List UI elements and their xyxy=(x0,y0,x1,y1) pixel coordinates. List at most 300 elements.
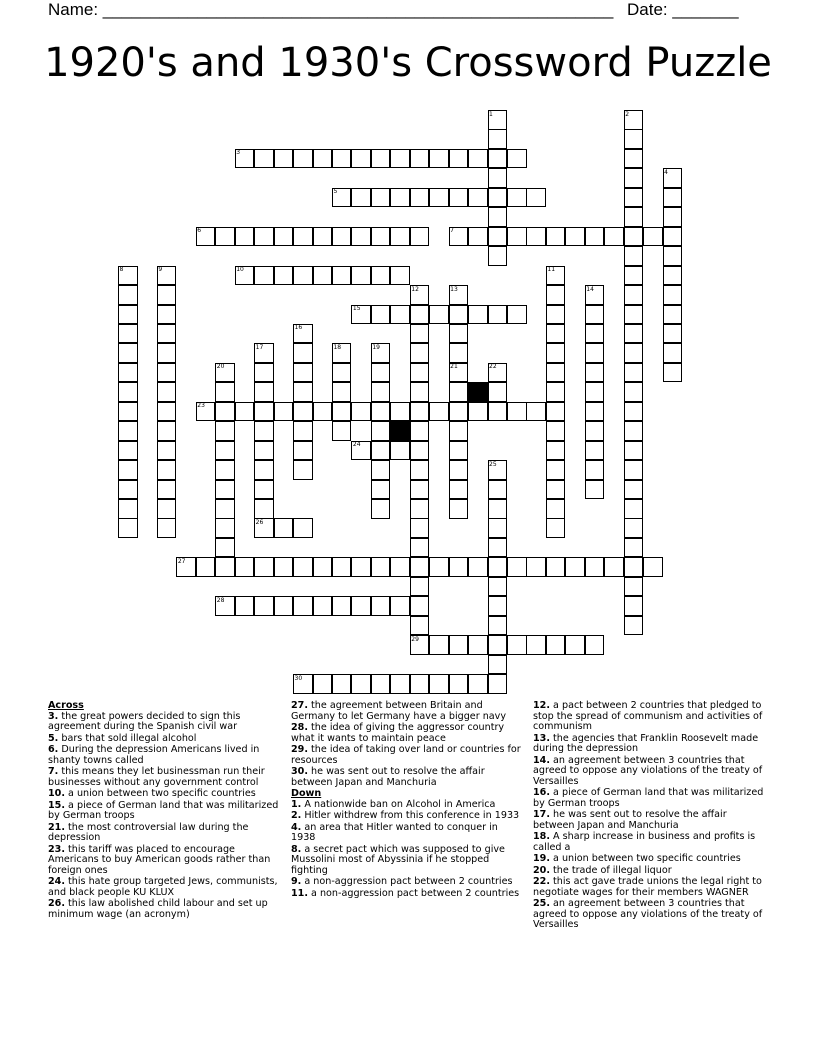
grid-cell[interactable] xyxy=(468,674,488,694)
grid-cell[interactable] xyxy=(293,674,313,694)
grid-cell[interactable] xyxy=(468,635,488,655)
grid-cell[interactable] xyxy=(390,441,410,461)
grid-cell[interactable] xyxy=(449,441,469,461)
grid-cell[interactable] xyxy=(371,499,391,519)
grid-cell[interactable] xyxy=(624,285,644,305)
grid-cell[interactable] xyxy=(488,110,508,130)
grid-cell[interactable] xyxy=(488,655,508,675)
grid-cell[interactable] xyxy=(254,266,274,286)
grid-cell[interactable] xyxy=(157,285,177,305)
grid-cell[interactable] xyxy=(293,421,313,441)
grid-cell[interactable] xyxy=(254,363,274,383)
grid-cell[interactable] xyxy=(254,596,274,616)
grid-cell[interactable] xyxy=(565,557,585,577)
grid-cell[interactable] xyxy=(488,207,508,227)
grid-cell[interactable] xyxy=(449,188,469,208)
grid-cell[interactable] xyxy=(410,674,430,694)
grid-cell[interactable] xyxy=(585,557,605,577)
grid-cell[interactable] xyxy=(624,480,644,500)
grid-cell[interactable] xyxy=(293,596,313,616)
grid-cell[interactable] xyxy=(624,227,644,247)
grid-cell[interactable] xyxy=(293,343,313,363)
grid-cell[interactable] xyxy=(351,402,371,422)
grid-cell[interactable] xyxy=(546,382,566,402)
grid-cell[interactable] xyxy=(624,518,644,538)
grid-cell[interactable] xyxy=(488,635,508,655)
grid-cell[interactable] xyxy=(663,363,683,383)
grid-cell[interactable] xyxy=(157,480,177,500)
grid-cell[interactable] xyxy=(293,149,313,169)
grid-cell[interactable] xyxy=(118,518,138,538)
grid-cell[interactable] xyxy=(371,480,391,500)
grid-cell[interactable] xyxy=(449,557,469,577)
grid-cell[interactable] xyxy=(507,149,527,169)
grid-cell[interactable] xyxy=(293,324,313,344)
grid-cell[interactable] xyxy=(390,305,410,325)
grid-cell[interactable] xyxy=(585,285,605,305)
grid-cell[interactable] xyxy=(624,441,644,461)
grid-cell[interactable] xyxy=(351,266,371,286)
grid-cell[interactable] xyxy=(390,227,410,247)
grid-cell[interactable] xyxy=(371,188,391,208)
grid-cell[interactable] xyxy=(585,382,605,402)
grid-cell[interactable] xyxy=(429,149,449,169)
grid-cell[interactable] xyxy=(313,266,333,286)
grid-cell[interactable] xyxy=(624,324,644,344)
grid-cell[interactable] xyxy=(410,285,430,305)
grid-cell[interactable] xyxy=(371,460,391,480)
grid-cell[interactable] xyxy=(449,227,469,247)
grid-cell[interactable] xyxy=(449,324,469,344)
grid-cell[interactable] xyxy=(313,402,333,422)
grid-cell[interactable] xyxy=(254,343,274,363)
grid-cell[interactable] xyxy=(157,460,177,480)
grid-cell[interactable] xyxy=(546,421,566,441)
grid-cell[interactable] xyxy=(332,382,352,402)
grid-cell[interactable] xyxy=(293,227,313,247)
grid-cell[interactable] xyxy=(215,421,235,441)
grid-cell[interactable] xyxy=(488,557,508,577)
grid-cell[interactable] xyxy=(410,227,430,247)
grid-cell[interactable] xyxy=(293,557,313,577)
grid-cell[interactable] xyxy=(410,499,430,519)
grid-cell[interactable] xyxy=(507,635,527,655)
grid-cell[interactable] xyxy=(507,305,527,325)
grid-cell[interactable] xyxy=(488,382,508,402)
grid-cell[interactable] xyxy=(118,460,138,480)
grid-cell[interactable] xyxy=(410,441,430,461)
grid-cell[interactable] xyxy=(254,402,274,422)
grid-cell[interactable] xyxy=(215,557,235,577)
grid-cell[interactable] xyxy=(157,305,177,325)
grid-cell[interactable] xyxy=(371,674,391,694)
grid-cell[interactable] xyxy=(624,246,644,266)
grid-cell[interactable] xyxy=(488,402,508,422)
grid-cell[interactable] xyxy=(351,674,371,694)
grid-cell[interactable] xyxy=(643,557,663,577)
grid-cell[interactable] xyxy=(624,460,644,480)
grid-cell[interactable] xyxy=(546,441,566,461)
grid-cell[interactable] xyxy=(371,382,391,402)
grid-cell[interactable] xyxy=(371,227,391,247)
grid-cell[interactable] xyxy=(546,266,566,286)
grid-cell[interactable] xyxy=(410,188,430,208)
grid-cell[interactable] xyxy=(371,596,391,616)
grid-cell[interactable] xyxy=(274,402,294,422)
grid-cell[interactable] xyxy=(624,266,644,286)
grid-cell[interactable] xyxy=(118,363,138,383)
grid-cell[interactable] xyxy=(313,557,333,577)
grid-cell[interactable] xyxy=(118,266,138,286)
grid-cell[interactable] xyxy=(488,596,508,616)
grid-cell[interactable] xyxy=(410,363,430,383)
grid-cell[interactable] xyxy=(410,149,430,169)
grid-cell[interactable] xyxy=(293,402,313,422)
grid-cell[interactable] xyxy=(254,480,274,500)
grid-cell[interactable] xyxy=(546,324,566,344)
grid-cell[interactable] xyxy=(157,363,177,383)
grid-cell[interactable] xyxy=(157,441,177,461)
grid-cell[interactable] xyxy=(293,266,313,286)
grid-cell[interactable] xyxy=(351,305,371,325)
grid-cell[interactable] xyxy=(449,402,469,422)
grid-cell[interactable] xyxy=(293,382,313,402)
grid-cell[interactable] xyxy=(215,363,235,383)
grid-cell[interactable] xyxy=(371,149,391,169)
grid-cell[interactable] xyxy=(351,557,371,577)
grid-cell[interactable] xyxy=(118,324,138,344)
grid-cell[interactable] xyxy=(449,635,469,655)
grid-cell[interactable] xyxy=(468,557,488,577)
grid-cell[interactable] xyxy=(585,305,605,325)
grid-cell[interactable] xyxy=(332,188,352,208)
grid-cell[interactable] xyxy=(176,557,196,577)
grid-cell[interactable] xyxy=(390,188,410,208)
grid-cell[interactable] xyxy=(118,285,138,305)
grid-cell[interactable] xyxy=(546,557,566,577)
grid-cell[interactable] xyxy=(429,557,449,577)
grid-cell[interactable] xyxy=(488,499,508,519)
grid-cell[interactable] xyxy=(410,305,430,325)
grid-cell[interactable] xyxy=(624,402,644,422)
grid-cell[interactable] xyxy=(274,557,294,577)
grid-cell[interactable] xyxy=(624,538,644,558)
grid-cell[interactable] xyxy=(449,674,469,694)
grid-cell[interactable] xyxy=(118,382,138,402)
grid-cell[interactable] xyxy=(274,518,294,538)
grid-cell[interactable] xyxy=(507,557,527,577)
grid-cell[interactable] xyxy=(215,382,235,402)
grid-cell[interactable] xyxy=(565,635,585,655)
grid-cell[interactable] xyxy=(468,188,488,208)
grid-cell[interactable] xyxy=(118,480,138,500)
grid-cell[interactable] xyxy=(410,421,430,441)
grid-cell[interactable] xyxy=(488,246,508,266)
grid-cell[interactable] xyxy=(410,460,430,480)
grid-cell[interactable] xyxy=(663,324,683,344)
grid-cell[interactable] xyxy=(371,343,391,363)
grid-cell[interactable] xyxy=(624,382,644,402)
grid-cell[interactable] xyxy=(293,363,313,383)
grid-cell[interactable] xyxy=(235,227,255,247)
grid-cell[interactable] xyxy=(546,227,566,247)
grid-cell[interactable] xyxy=(254,227,274,247)
grid-cell[interactable] xyxy=(293,441,313,461)
grid-cell[interactable] xyxy=(585,635,605,655)
grid-cell[interactable] xyxy=(546,460,566,480)
grid-cell[interactable] xyxy=(604,227,624,247)
grid-cell[interactable] xyxy=(235,149,255,169)
grid-cell[interactable] xyxy=(565,227,585,247)
grid-cell[interactable] xyxy=(215,460,235,480)
grid-cell[interactable] xyxy=(332,402,352,422)
grid-cell[interactable] xyxy=(390,674,410,694)
grid-cell[interactable] xyxy=(449,343,469,363)
grid-cell[interactable] xyxy=(254,382,274,402)
grid-cell[interactable] xyxy=(254,518,274,538)
grid-cell[interactable] xyxy=(371,266,391,286)
grid-cell[interactable] xyxy=(488,616,508,636)
grid-cell[interactable] xyxy=(526,402,546,422)
grid-cell[interactable] xyxy=(663,285,683,305)
grid-cell[interactable] xyxy=(585,363,605,383)
grid-cell[interactable] xyxy=(585,421,605,441)
grid-cell[interactable] xyxy=(468,305,488,325)
grid-cell[interactable] xyxy=(293,518,313,538)
grid-cell[interactable] xyxy=(624,207,644,227)
grid-cell[interactable] xyxy=(274,596,294,616)
grid-cell[interactable] xyxy=(332,363,352,383)
grid-cell[interactable] xyxy=(488,305,508,325)
grid-cell[interactable] xyxy=(254,557,274,577)
grid-cell[interactable] xyxy=(235,402,255,422)
grid-cell[interactable] xyxy=(449,285,469,305)
grid-cell[interactable] xyxy=(488,674,508,694)
grid-cell[interactable] xyxy=(196,227,216,247)
grid-cell[interactable] xyxy=(215,441,235,461)
grid-cell[interactable] xyxy=(410,324,430,344)
grid-cell[interactable] xyxy=(449,421,469,441)
grid-cell[interactable] xyxy=(410,402,430,422)
grid-cell[interactable] xyxy=(254,421,274,441)
grid-cell[interactable] xyxy=(410,577,430,597)
grid-cell[interactable] xyxy=(332,674,352,694)
grid-cell[interactable] xyxy=(526,557,546,577)
grid-cell[interactable] xyxy=(215,227,235,247)
grid-cell[interactable] xyxy=(624,110,644,130)
grid-cell[interactable] xyxy=(585,402,605,422)
grid-cell[interactable] xyxy=(351,596,371,616)
grid-cell[interactable] xyxy=(663,207,683,227)
grid-cell[interactable] xyxy=(215,402,235,422)
grid-cell[interactable] xyxy=(624,149,644,169)
grid-cell[interactable] xyxy=(488,538,508,558)
grid-cell[interactable] xyxy=(351,441,371,461)
grid-cell[interactable] xyxy=(410,538,430,558)
grid-cell[interactable] xyxy=(390,149,410,169)
grid-cell[interactable] xyxy=(449,149,469,169)
grid-cell[interactable] xyxy=(488,129,508,149)
grid-cell[interactable] xyxy=(313,674,333,694)
grid-cell[interactable] xyxy=(157,382,177,402)
grid-cell[interactable] xyxy=(643,227,663,247)
grid-cell[interactable] xyxy=(118,441,138,461)
grid-cell[interactable] xyxy=(488,363,508,383)
grid-cell[interactable] xyxy=(546,499,566,519)
grid-cell[interactable] xyxy=(449,363,469,383)
grid-cell[interactable] xyxy=(157,343,177,363)
grid-cell[interactable] xyxy=(371,421,391,441)
grid-cell[interactable] xyxy=(371,557,391,577)
grid-cell[interactable] xyxy=(663,266,683,286)
grid-cell[interactable] xyxy=(488,460,508,480)
grid-cell[interactable] xyxy=(371,305,391,325)
grid-cell[interactable] xyxy=(526,635,546,655)
grid-cell[interactable] xyxy=(351,149,371,169)
grid-cell[interactable] xyxy=(488,149,508,169)
grid-cell[interactable] xyxy=(313,227,333,247)
grid-cell[interactable] xyxy=(488,227,508,247)
grid-cell[interactable] xyxy=(196,557,216,577)
grid-cell[interactable] xyxy=(215,518,235,538)
grid-cell[interactable] xyxy=(624,557,644,577)
grid-cell[interactable] xyxy=(449,460,469,480)
grid-cell[interactable] xyxy=(274,149,294,169)
grid-cell[interactable] xyxy=(390,557,410,577)
grid-cell[interactable] xyxy=(410,635,430,655)
grid-cell[interactable] xyxy=(488,577,508,597)
grid-cell[interactable] xyxy=(663,227,683,247)
grid-cell[interactable] xyxy=(118,305,138,325)
grid-cell[interactable] xyxy=(546,285,566,305)
grid-cell[interactable] xyxy=(254,441,274,461)
grid-cell[interactable] xyxy=(390,596,410,616)
grid-cell[interactable] xyxy=(429,305,449,325)
grid-cell[interactable] xyxy=(215,538,235,558)
grid-cell[interactable] xyxy=(585,480,605,500)
grid-cell[interactable] xyxy=(254,499,274,519)
grid-cell[interactable] xyxy=(235,596,255,616)
grid-cell[interactable] xyxy=(663,168,683,188)
grid-cell[interactable] xyxy=(235,266,255,286)
grid-cell[interactable] xyxy=(371,363,391,383)
grid-cell[interactable] xyxy=(410,480,430,500)
grid-cell[interactable] xyxy=(585,343,605,363)
grid-cell[interactable] xyxy=(624,421,644,441)
grid-cell[interactable] xyxy=(157,421,177,441)
grid-cell[interactable] xyxy=(332,343,352,363)
grid-cell[interactable] xyxy=(215,480,235,500)
grid-cell[interactable] xyxy=(546,305,566,325)
grid-cell[interactable] xyxy=(254,460,274,480)
grid-cell[interactable] xyxy=(468,402,488,422)
grid-cell[interactable] xyxy=(274,227,294,247)
grid-cell[interactable] xyxy=(313,149,333,169)
grid-cell[interactable] xyxy=(585,460,605,480)
grid-cell[interactable] xyxy=(624,596,644,616)
grid-cell[interactable] xyxy=(546,343,566,363)
grid-cell[interactable] xyxy=(157,266,177,286)
grid-cell[interactable] xyxy=(604,557,624,577)
grid-cell[interactable] xyxy=(157,324,177,344)
grid-cell[interactable] xyxy=(526,188,546,208)
grid-cell[interactable] xyxy=(546,635,566,655)
grid-cell[interactable] xyxy=(624,343,644,363)
grid-cell[interactable] xyxy=(410,596,430,616)
grid-cell[interactable] xyxy=(332,266,352,286)
grid-cell[interactable] xyxy=(546,402,566,422)
grid-cell[interactable] xyxy=(663,246,683,266)
grid-cell[interactable] xyxy=(429,674,449,694)
grid-cell[interactable] xyxy=(196,402,216,422)
grid-cell[interactable] xyxy=(546,363,566,383)
grid-cell[interactable] xyxy=(118,402,138,422)
grid-cell[interactable] xyxy=(429,635,449,655)
grid-cell[interactable] xyxy=(449,382,469,402)
grid-cell[interactable] xyxy=(274,266,294,286)
grid-cell[interactable] xyxy=(390,402,410,422)
grid-cell[interactable] xyxy=(215,499,235,519)
grid-cell[interactable] xyxy=(371,441,391,461)
grid-cell[interactable] xyxy=(390,266,410,286)
grid-cell[interactable] xyxy=(429,188,449,208)
grid-cell[interactable] xyxy=(624,188,644,208)
grid-cell[interactable] xyxy=(449,480,469,500)
grid-cell[interactable] xyxy=(118,421,138,441)
grid-cell[interactable] xyxy=(488,518,508,538)
grid-cell[interactable] xyxy=(663,343,683,363)
grid-cell[interactable] xyxy=(526,227,546,247)
grid-cell[interactable] xyxy=(585,227,605,247)
grid-cell[interactable] xyxy=(371,402,391,422)
grid-cell[interactable] xyxy=(429,402,449,422)
grid-cell[interactable] xyxy=(332,596,352,616)
grid-cell[interactable] xyxy=(118,499,138,519)
grid-cell[interactable] xyxy=(507,188,527,208)
grid-cell[interactable] xyxy=(468,149,488,169)
grid-cell[interactable] xyxy=(624,363,644,383)
grid-cell[interactable] xyxy=(410,557,430,577)
grid-cell[interactable] xyxy=(410,343,430,363)
grid-cell[interactable] xyxy=(410,616,430,636)
grid-cell[interactable] xyxy=(157,499,177,519)
grid-cell[interactable] xyxy=(313,596,333,616)
grid-cell[interactable] xyxy=(488,188,508,208)
grid-cell[interactable] xyxy=(663,188,683,208)
grid-cell[interactable] xyxy=(293,460,313,480)
grid-cell[interactable] xyxy=(546,480,566,500)
grid-cell[interactable] xyxy=(585,324,605,344)
grid-cell[interactable] xyxy=(351,227,371,247)
grid-cell[interactable] xyxy=(157,402,177,422)
grid-cell[interactable] xyxy=(624,577,644,597)
grid-cell[interactable] xyxy=(351,188,371,208)
grid-cell[interactable] xyxy=(332,149,352,169)
grid-cell[interactable] xyxy=(449,305,469,325)
grid-cell[interactable] xyxy=(332,557,352,577)
grid-cell[interactable] xyxy=(332,227,352,247)
grid-cell[interactable] xyxy=(449,499,469,519)
grid-cell[interactable] xyxy=(235,557,255,577)
grid-cell[interactable] xyxy=(410,382,430,402)
grid-cell[interactable] xyxy=(624,129,644,149)
grid-cell[interactable] xyxy=(624,499,644,519)
grid-cell[interactable] xyxy=(488,168,508,188)
grid-cell[interactable] xyxy=(663,305,683,325)
grid-cell[interactable] xyxy=(488,480,508,500)
grid-cell[interactable] xyxy=(157,518,177,538)
grid-cell[interactable] xyxy=(215,596,235,616)
